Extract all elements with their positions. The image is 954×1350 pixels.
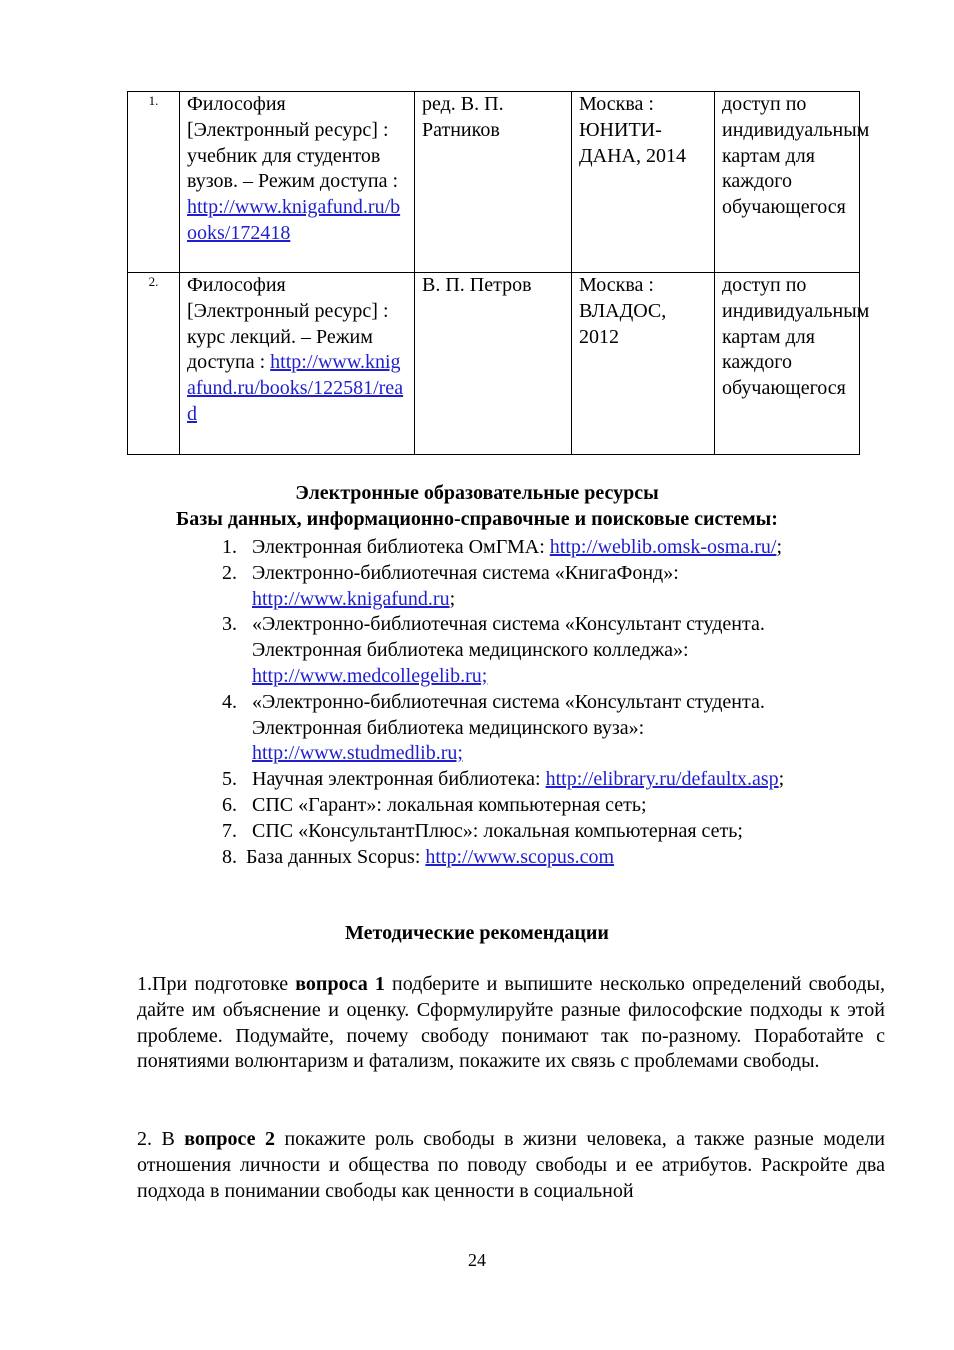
list-item — [222, 612, 902, 689]
item-number: 7. — [222, 819, 237, 842]
book-title: Философия [Электронный ресурс] : курс лекций. – Режим доступа : — [187, 274, 389, 374]
item-text: СПС «КонсультантПлюс»: локальная компьютерная сеть; — [252, 819, 743, 842]
item-number: 2. — [222, 561, 237, 584]
list-item — [222, 690, 902, 767]
list-item — [222, 767, 902, 793]
item-number: 6. — [222, 793, 237, 816]
item-number: 4. — [222, 690, 237, 713]
list-item — [222, 561, 902, 613]
row-number: 1. — [128, 92, 180, 273]
p1-bold: вопроса 1 — [295, 973, 385, 995]
p1-rest: подберите и выпишите несколько определений свободы, дайте им объяснение и оценку. Сформулируйте разные философские подходы к этой проблеме. Подумайте, почему свободу понимают так по-разному. Поработайте с понятиями волюнтаризм и фатализм, покажите их связь с проблемами свободы. — [137, 973, 885, 1073]
book-publisher: Москва : ЮНИТИ-ДАНА, 2014 — [572, 92, 715, 273]
item-link[interactable]: http://www.studmedlib.ru; — [252, 742, 463, 765]
item-number: 8. — [222, 845, 237, 868]
p2-bold: вопросе 2 — [184, 1128, 275, 1150]
table-row — [128, 92, 860, 273]
list-item — [222, 819, 902, 845]
item-text: Электронная библиотека ОмГМА: — [252, 536, 550, 558]
book-access: доступ по индивидуальным картам для каждого обучающегося — [715, 273, 860, 455]
paragraph-question-1 — [137, 972, 885, 1075]
book-author: ред. В. П. Ратников — [415, 92, 572, 273]
list-item — [222, 535, 902, 561]
book-publisher: Москва : ВЛАДОС, 2012 — [572, 273, 715, 455]
item-number: 5. — [222, 768, 237, 791]
p2-rest: покажите роль свободы в жизни человека, а также разные модели отношения личности и общества по поводу свободы и ее атрибутов. Раскройте два подхода в понимании свободы как ценности в социальной — [137, 1128, 886, 1202]
item-suffix: ; — [776, 536, 783, 558]
book-title-cell — [180, 92, 415, 273]
book-title: Философия [Электронный ресурс] : учебник для студентов вузов. – Режим доступа : — [187, 93, 399, 193]
resources-heading: Электронные образовательные ресурсы — [295, 482, 659, 504]
item-link[interactable]: http://weblib.omsk-osma.ru/ — [549, 536, 777, 558]
p1-start: 1.При подготовке — [137, 973, 296, 995]
item-number: 1. — [222, 536, 237, 558]
item-link[interactable]: http://www.medcollegelib.ru; — [252, 664, 488, 687]
book-link[interactable]: http://www.knigafund.ru/books/122581/read — [187, 351, 404, 425]
item-link[interactable]: http://www.scopus.com — [425, 845, 615, 868]
book-link[interactable]: http://www.knigafund.ru/books/172418 — [187, 196, 401, 244]
book-access: доступ по индивидуальным картам для каждого обучающегося — [715, 92, 860, 273]
item-link[interactable]: http://elibrary.ru/defaultx.asp — [545, 768, 779, 791]
item-text: Электронно-библиотечная система «КнигаФонд»: — [252, 561, 679, 584]
methods-heading: Методические рекомендации — [345, 922, 609, 944]
list-item — [222, 845, 902, 871]
item-link[interactable]: http://www.knigafund.ru — [252, 587, 450, 610]
book-author: В. П. Петров — [415, 273, 572, 455]
resources-list — [222, 535, 902, 870]
item-text: «Электронно-библиотечная система «Консультант студента. Электронная библиотека медицинского вуза»: — [252, 690, 765, 739]
item-text: Научная электронная библиотека: — [252, 768, 546, 791]
row-number: 2. — [128, 273, 180, 455]
literature-table — [127, 91, 870, 455]
list-item — [222, 793, 902, 819]
item-text: «Электронно-библиотечная система «Консультант студента. Электронная библиотека медицинского колледжа»: — [252, 613, 765, 662]
item-text: База данных Scopus: — [246, 845, 426, 868]
p2-start: 2. В — [137, 1128, 185, 1150]
item-text: СПС «Гарант»: локальная компьютерная сеть; — [252, 793, 647, 816]
item-number: 3. — [222, 613, 237, 636]
item-suffix: ; — [778, 768, 785, 791]
page-number: 24 — [468, 1250, 486, 1270]
databases-heading: Базы данных, информационно-справочные и поисковые системы: — [176, 508, 778, 530]
table-row — [128, 273, 860, 455]
paragraph-question-2 — [137, 1127, 885, 1204]
book-title-cell — [180, 273, 415, 455]
item-suffix: ; — [449, 587, 456, 610]
